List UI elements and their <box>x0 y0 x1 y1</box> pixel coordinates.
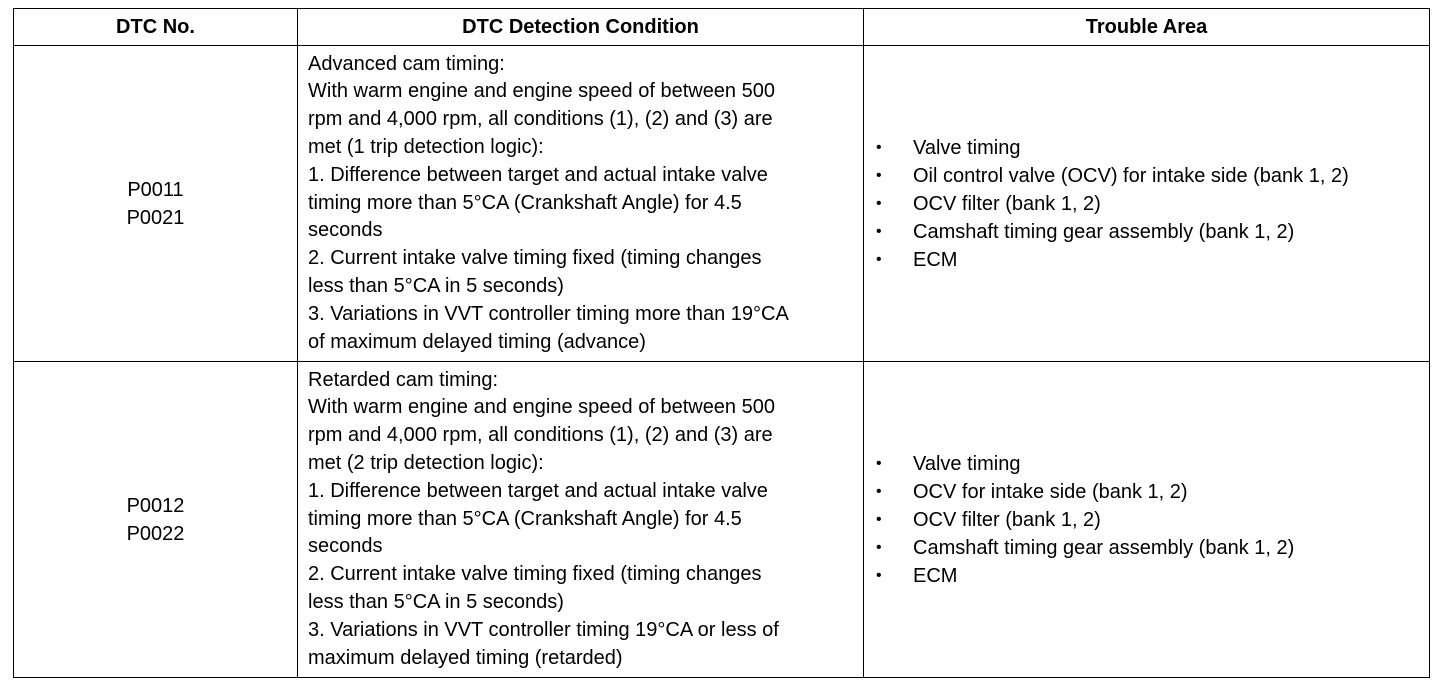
list-item <box>874 218 1429 246</box>
header-trouble-area: Trouble Area <box>864 9 1430 46</box>
dtc-no-cell <box>14 46 298 362</box>
table-row <box>14 362 1430 678</box>
condition-line: 1. Difference between target and actual intake valve <box>308 163 768 186</box>
list-item <box>874 162 1429 190</box>
trouble-area-text: OCV filter (bank 1, 2) <box>913 508 1101 531</box>
condition-line: met (1 trip detection logic): <box>308 136 544 158</box>
bullet-icon: • <box>876 250 882 268</box>
list-item <box>874 190 1429 218</box>
list-item <box>874 534 1429 562</box>
dtc-code: P0011 <box>127 178 184 201</box>
list-item <box>874 134 1429 162</box>
trouble-area-text: Valve timing <box>913 452 1021 475</box>
trouble-area-text: ECM <box>913 248 958 271</box>
table-row <box>14 46 1430 362</box>
list-item <box>874 246 1429 274</box>
condition-line: rpm and 4,000 rpm, all conditions (1), (2) and (3) are <box>308 108 773 131</box>
condition-line: Advanced cam timing: <box>308 52 505 75</box>
detection-condition-cell <box>298 46 864 362</box>
condition-line: seconds <box>308 219 383 242</box>
trouble-area-list <box>874 134 1429 274</box>
trouble-area-cell <box>864 46 1430 362</box>
header-detection-condition: DTC Detection Condition <box>298 9 864 46</box>
trouble-area-text: OCV filter (bank 1, 2) <box>913 192 1101 215</box>
bullet-icon: • <box>876 482 882 500</box>
condition-line: 2. Current intake valve timing fixed (timing changes <box>308 247 762 270</box>
bullet-icon: • <box>876 222 882 240</box>
condition-line: 3. Variations in VVT controller timing more than 19°CA <box>308 302 789 325</box>
condition-line: With warm engine and engine speed of between 500 <box>308 80 775 103</box>
header-dtc-no: DTC No. <box>14 9 298 46</box>
dtc-code: P0022 <box>126 522 185 545</box>
list-item <box>874 478 1429 506</box>
trouble-area-text: Camshaft timing gear assembly (bank 1, 2) <box>913 220 1295 243</box>
bullet-icon: • <box>876 538 882 556</box>
trouble-area-cell <box>864 362 1430 678</box>
dtc-code: P0012 <box>126 494 185 517</box>
condition-line: seconds <box>308 535 383 558</box>
bullet-icon: • <box>876 566 882 584</box>
condition-line: less than 5°CA in 5 seconds) <box>308 274 564 297</box>
bullet-icon: • <box>876 166 882 184</box>
trouble-area-text: ECM <box>913 564 958 587</box>
list-item <box>874 562 1429 590</box>
condition-line: 2. Current intake valve timing fixed (timing changes <box>308 563 762 586</box>
condition-line: 3. Variations in VVT controller timing 19°CA or less of <box>308 618 779 641</box>
trouble-area-text: Camshaft timing gear assembly (bank 1, 2) <box>913 536 1295 559</box>
bullet-icon: • <box>876 454 882 472</box>
trouble-area-list <box>874 450 1429 590</box>
condition-line: With warm engine and engine speed of between 500 <box>308 396 775 419</box>
bullet-icon: • <box>876 510 882 528</box>
condition-line: Retarded cam timing: <box>308 368 499 391</box>
dtc-code: P0021 <box>126 206 185 229</box>
condition-line: 1. Difference between target and actual intake valve <box>308 479 768 502</box>
condition-line: timing more than 5°CA (Crankshaft Angle) for 4.5 <box>308 191 742 214</box>
condition-line: of maximum delayed timing (advance) <box>308 330 646 353</box>
condition-line: maximum delayed timing (retarded) <box>308 646 623 669</box>
condition-line: less than 5°CA in 5 seconds) <box>308 590 564 613</box>
trouble-area-text: Oil control valve (OCV) for intake side (bank 1, 2) <box>913 164 1349 187</box>
header-row <box>14 9 1430 46</box>
condition-line: rpm and 4,000 rpm, all conditions (1), (2) and (3) are <box>308 424 773 447</box>
bullet-icon: • <box>876 194 882 212</box>
trouble-area-text: Valve timing <box>913 136 1021 159</box>
condition-line: met (2 trip detection logic): <box>308 452 544 474</box>
list-item <box>874 450 1429 478</box>
list-item <box>874 506 1429 534</box>
dtc-table <box>13 8 1430 678</box>
trouble-area-text: OCV for intake side (bank 1, 2) <box>913 480 1188 503</box>
bullet-icon: • <box>876 138 882 156</box>
condition-line: timing more than 5°CA (Crankshaft Angle) for 4.5 <box>308 507 742 530</box>
detection-condition-cell <box>298 362 864 678</box>
dtc-no-cell <box>14 362 298 678</box>
